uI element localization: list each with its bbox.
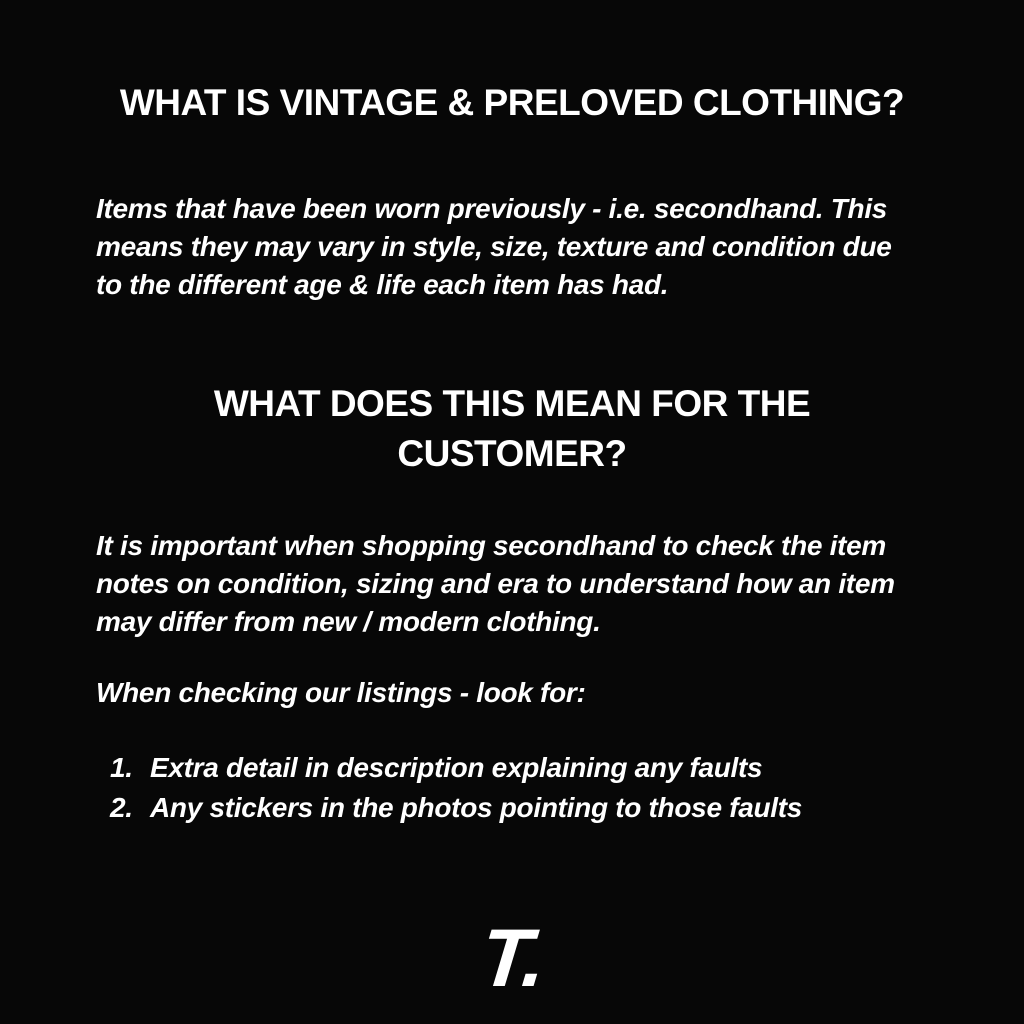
main-heading: WHAT IS VINTAGE & PRELOVED CLOTHING?	[119, 82, 905, 123]
paragraph-line: Items that have been worn previously - i.e. secondhand. This	[96, 193, 888, 224]
checklist	[110, 748, 802, 828]
heading-line: CUSTOMER?	[397, 433, 627, 474]
paragraph-line: may differ from new / modern clothing.	[96, 606, 601, 637]
listings-note: When checking our listings - look for:	[96, 677, 586, 708]
heading-line: WHAT DOES THIS MEAN FOR THE	[213, 383, 811, 424]
intro-paragraph	[96, 190, 892, 304]
list-item-number: 2.	[110, 792, 133, 823]
list-item	[110, 788, 802, 828]
paragraph-line: means they may vary in style, size, texture and condition due	[96, 231, 892, 262]
customer-heading	[0, 379, 1024, 479]
list-item-number: 1.	[110, 752, 133, 783]
brand-logo-text: T.	[475, 913, 549, 1004]
list-item	[110, 748, 802, 788]
list-item-text: Any stickers in the photos pointing to those faults	[150, 792, 803, 823]
customer-paragraph	[96, 527, 895, 641]
brand-logo	[0, 912, 1024, 1006]
paragraph-line: notes on condition, sizing and era to understand how an item	[96, 568, 895, 599]
paragraph-line: to the different age & life each item has had.	[96, 269, 669, 300]
paragraph-line: It is important when shopping secondhand to check the item	[96, 530, 887, 561]
list-item-text: Extra detail in description explaining any faults	[150, 752, 763, 783]
